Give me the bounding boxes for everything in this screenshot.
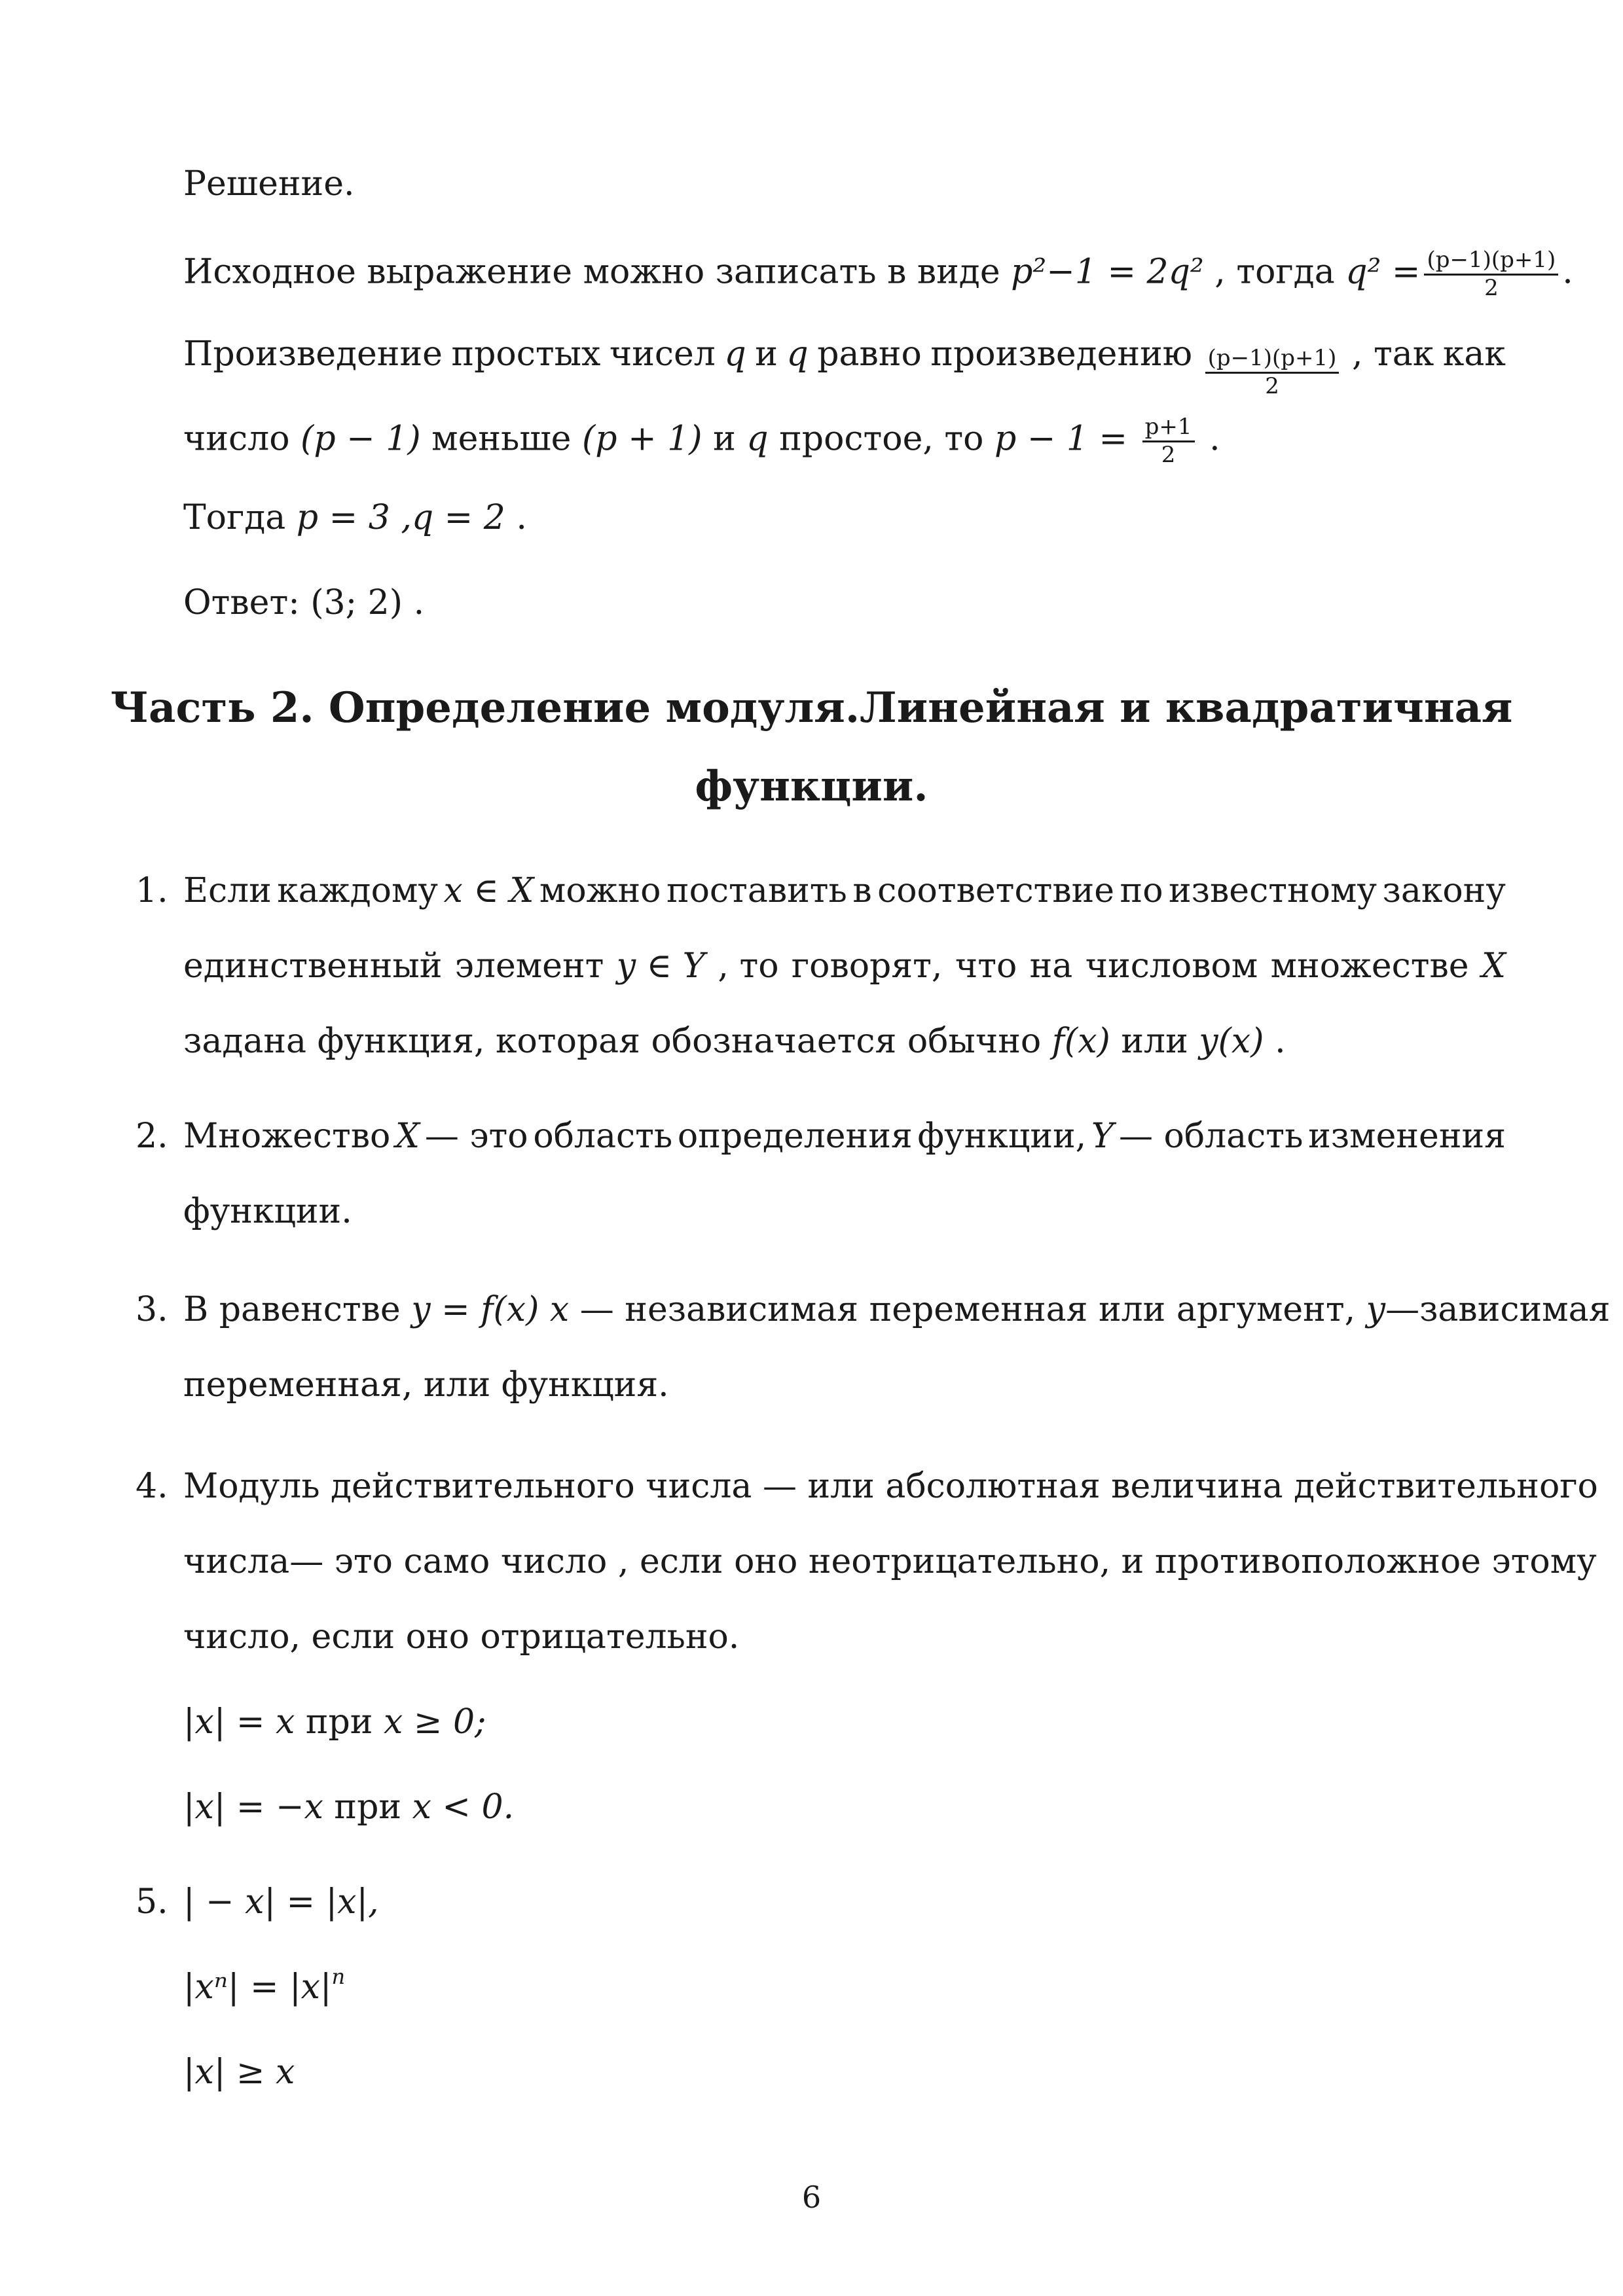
word: говорят, [791, 946, 943, 986]
item-4-formula-1 [183, 1702, 486, 1742]
equation: y(x) [1199, 1022, 1264, 1061]
word: изменения [1308, 1117, 1506, 1156]
equation: |x| = −x [183, 1787, 323, 1827]
item-1-line-2 [183, 946, 1506, 986]
item-3-line-1 [183, 1290, 1611, 1329]
item-5-formula-1 [183, 1882, 379, 1922]
list-number: 5. [136, 1882, 168, 1922]
text: при [305, 1702, 373, 1742]
item-5-formula-2 [183, 1964, 346, 2007]
word: определения [677, 1117, 913, 1156]
math-var: y [1366, 1290, 1386, 1329]
numerator: (p−1)(p+1) [1424, 249, 1558, 276]
equation: (p + 1) [581, 419, 702, 459]
exponent: n [331, 1964, 346, 1989]
word: — это [424, 1117, 528, 1156]
equation: y = f(x) x [411, 1290, 570, 1329]
list-number: 4. [136, 1467, 168, 1506]
word: каждому [277, 871, 438, 910]
solution-label: Решение. [183, 164, 355, 204]
word: , то [718, 946, 779, 986]
list-number: 2. [136, 1117, 168, 1156]
item-4-line-2: числа— это само число , если оно неотрицательно, и противоположное этому [183, 1542, 1597, 1581]
text: задана функция, которая обозначается обычно [183, 1022, 1042, 1061]
text: Исходное выражение можно записать в виде [183, 252, 1000, 292]
word: как [1442, 334, 1506, 374]
math-var: X [395, 1117, 420, 1156]
solution-line-2 [183, 334, 1506, 399]
word: множестве [1270, 946, 1469, 986]
item-4-line-3: число, если оно отрицательно. [183, 1617, 740, 1657]
text: . [516, 498, 527, 537]
fraction [1142, 416, 1195, 467]
equation: p − 1 = [994, 419, 1128, 459]
word: на [1029, 946, 1073, 986]
text: , тогда [1214, 252, 1335, 292]
math-var: q [724, 334, 746, 374]
denominator: 2 [1161, 441, 1176, 468]
word: в [852, 871, 872, 910]
word: поставить [666, 871, 847, 910]
solution-line-3 [183, 416, 1220, 467]
text: число [183, 419, 290, 459]
word: чисел [609, 334, 716, 374]
math-var: q [746, 419, 769, 459]
word: Множество [183, 1117, 391, 1156]
item-2-line-1 [183, 1117, 1506, 1156]
section-heading-line-1: Часть 2. Определение модуля.Линейная и квадратичная [110, 683, 1513, 732]
text: В равенстве [183, 1290, 401, 1329]
item-1-line-1 [183, 871, 1506, 910]
equation: p²−1 = 2q² [1011, 252, 1204, 292]
text: Тогда [183, 498, 286, 537]
equation: f(x) [1051, 1022, 1110, 1061]
word: по [1120, 871, 1163, 910]
equation: y ∈ Y [616, 946, 706, 986]
word: соответствие [877, 871, 1115, 910]
word: , так [1351, 334, 1434, 374]
equation: x ≥ 0; [384, 1702, 486, 1742]
list-number: 1. [136, 871, 168, 910]
text: . [1275, 1022, 1286, 1061]
numerator: p+1 [1142, 416, 1195, 442]
fraction [1205, 347, 1340, 398]
text: простое, то [779, 419, 984, 459]
word: что [955, 946, 1017, 986]
equation: |x| = x [183, 1702, 295, 1742]
math-var: q [786, 334, 809, 374]
text: или [1121, 1022, 1188, 1061]
equation: |x| ≥ x [183, 2053, 295, 2092]
equation: x ∈ X [443, 871, 534, 910]
item-4-line-1: Модуль действительного числа — или абсолютная величина действительного [183, 1467, 1598, 1506]
word: функции, [917, 1117, 1087, 1156]
equation: | − x| = |x|, [183, 1882, 379, 1922]
word: равно [817, 334, 922, 374]
text: —зависимая [1385, 1290, 1611, 1329]
section-heading-line-2: функции. [695, 762, 928, 811]
equation: |xⁿ| = |x| [183, 1967, 332, 2007]
word: элемент [454, 946, 604, 986]
word: область [533, 1117, 673, 1156]
word: Если [183, 871, 272, 910]
equation: x < 0. [412, 1787, 515, 1827]
word: и [755, 334, 778, 374]
denominator: 2 [1484, 274, 1499, 301]
text: . [1209, 419, 1220, 459]
word: — область [1119, 1117, 1304, 1156]
answer-value: (3; 2) [310, 583, 403, 622]
text: — независимая переменная или аргумент, [579, 1290, 1356, 1329]
word: Произведение [183, 334, 443, 374]
equation: q² = [1345, 252, 1421, 292]
numerator: (p−1)(p+1) [1205, 347, 1340, 374]
answer-label: Ответ: [183, 583, 300, 622]
word: произведению [930, 334, 1193, 374]
item-1-line-3 [183, 1022, 1286, 1061]
equation: p = 3 ,q = 2 [296, 498, 505, 537]
math-var: X [1481, 946, 1506, 986]
word: известному [1169, 871, 1377, 910]
word: закону [1382, 871, 1506, 910]
solution-answer [183, 583, 425, 622]
math-var: Y [1091, 1117, 1114, 1156]
word: числовом [1085, 946, 1258, 986]
text: и [713, 419, 736, 459]
list-number: 3. [136, 1290, 168, 1329]
word: простых [451, 334, 601, 374]
item-3-line-2: переменная, или функция. [183, 1365, 669, 1405]
denominator: 2 [1265, 372, 1279, 399]
item-5-formula-3 [183, 2053, 295, 2092]
word: можно [539, 871, 661, 910]
fraction [1424, 249, 1558, 300]
word: единственный [183, 946, 443, 986]
text: при [334, 1787, 402, 1827]
text: . [413, 583, 425, 622]
equation: (p − 1) [301, 419, 421, 459]
item-2-line-2: функции. [183, 1192, 352, 1231]
page-number: 6 [801, 2179, 822, 2215]
solution-then [183, 498, 527, 537]
text: меньше [431, 419, 572, 459]
solution-line-1 [183, 249, 1573, 300]
item-4-formula-2 [183, 1787, 515, 1827]
text: . [1562, 252, 1573, 292]
